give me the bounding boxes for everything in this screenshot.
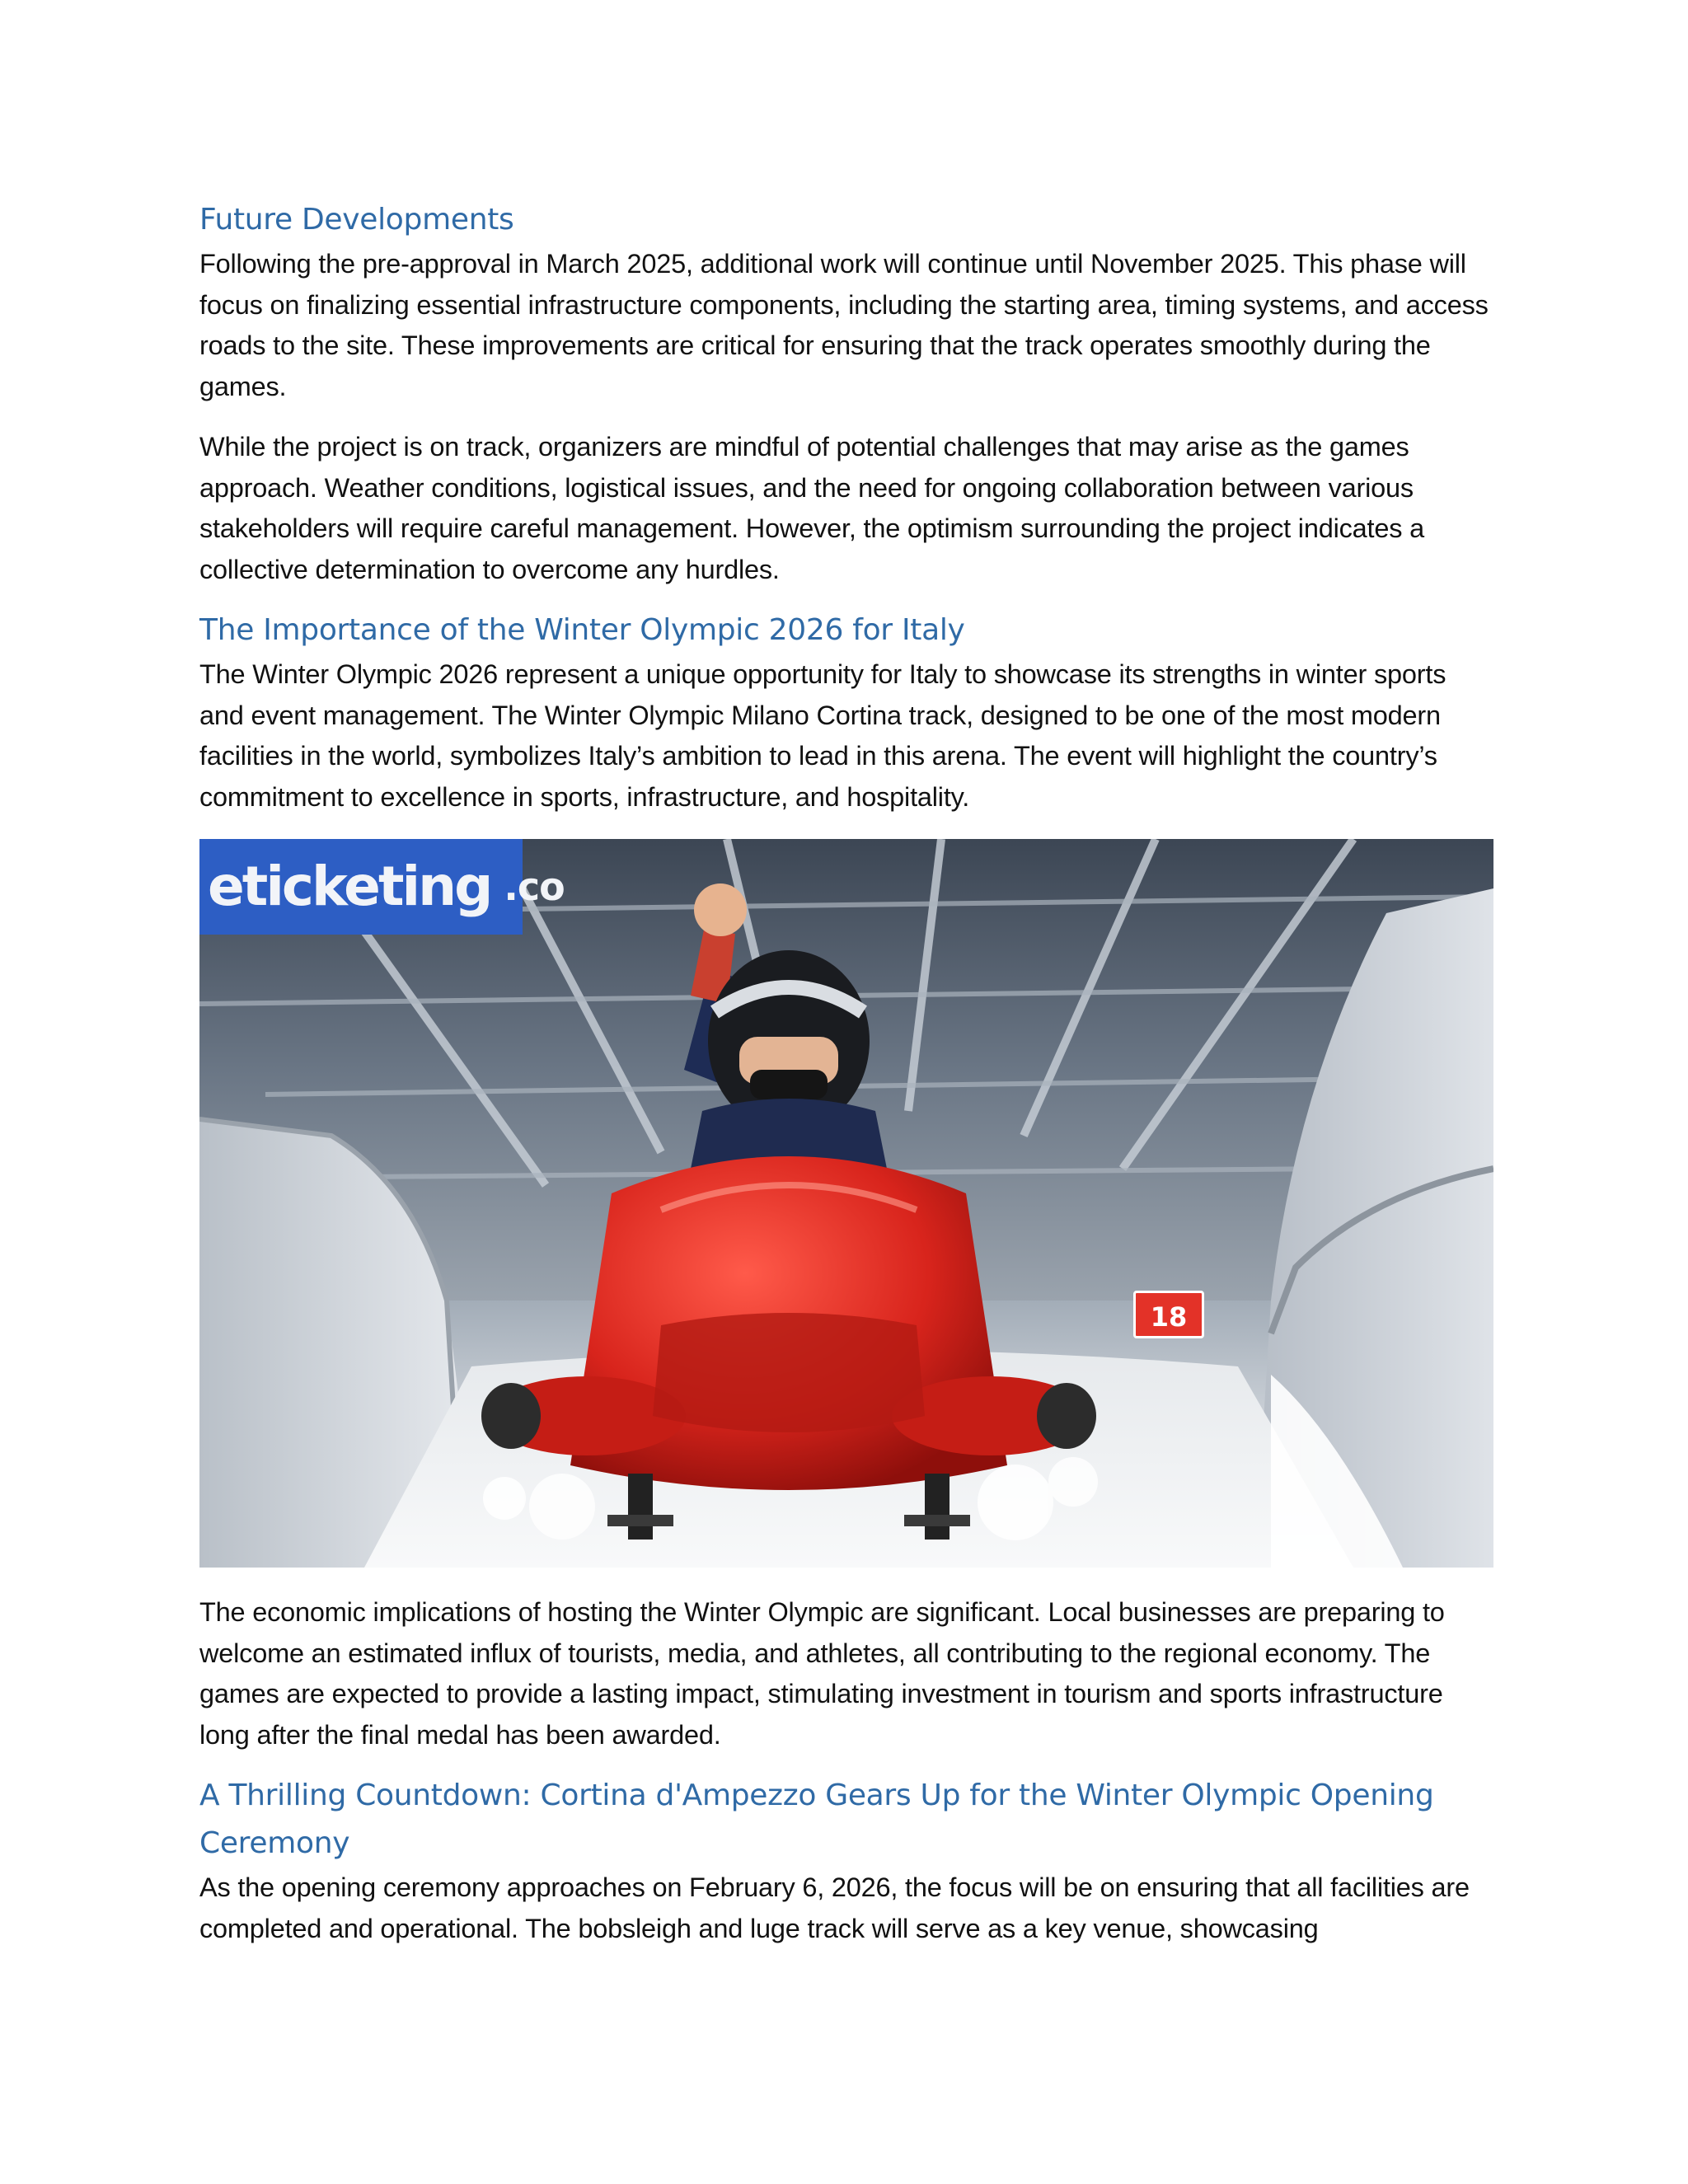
paragraph: Following the pre-approval in March 2025, additional work will continue until November 2025. This phase will focus on finalizing essential infrastructure components, including the starting area, timing systems, and access roads to the site. These improvements are critical for ensuring that the track operates smoothly during the games. [199,249,1489,401]
paragraph: While the project is on track, organizers are mindful of potential challenges that may arise as the games approach. Weather conditions, logistical issues, and the need for ongoing collaboration between various stakeholders will require careful management. However, the optimism surrounding the project indicates a collective determination to overcome any hurdles. [199,432,1424,584]
sled-bib-number: 18 [1133,1291,1204,1338]
bobsleigh-illustration [199,839,1493,1568]
heading-importance-of-olympics: The Importance of the Winter Olympic 2026 for Italy [199,613,965,647]
paragraph: The Winter Olympic 2026 represent a unique opportunity for Italy to showcase its strengths in winter sports and event management. The Winter Olympic Milano Cortina track, designed to be one of the most modern facilities in the world, symbolizes Italy’s ambition to lead in this arena. The event will highlight the country’s commitment to excellence in sports, infrastructure, and hospitality. [199,659,1447,812]
heading-future-developments: Future Developments [199,203,514,237]
heading-thrilling-countdown: A Thrilling Countdown: Cortina d'Ampezzo Gears Up for the Winter Olympic Opening Ceremony [199,1779,1434,1860]
bobsleigh-photo [199,839,1493,1568]
watermark-logo [199,839,565,935]
paragraph: As the opening ceremony approaches on February 6, 2026, the focus will be on ensuring that all facilities are completed and operational. The bobsleigh and luge track will serve as a key venue, showcasing [199,1872,1470,1943]
paragraph: The economic implications of hosting the Winter Olympic are significant. Local businesses are preparing to welcome an estimated influx of tourists, media, and athletes, all contributing to the regional economy. The games are expected to provide a lasting impact, stimulating investment in tourism and sports infrastructure long after the final medal has been awarded. [199,1597,1445,1750]
watermark-suffix: .co [504,865,565,909]
document-body [199,196,1493,1949]
watermark-text: eticketing [208,855,491,918]
